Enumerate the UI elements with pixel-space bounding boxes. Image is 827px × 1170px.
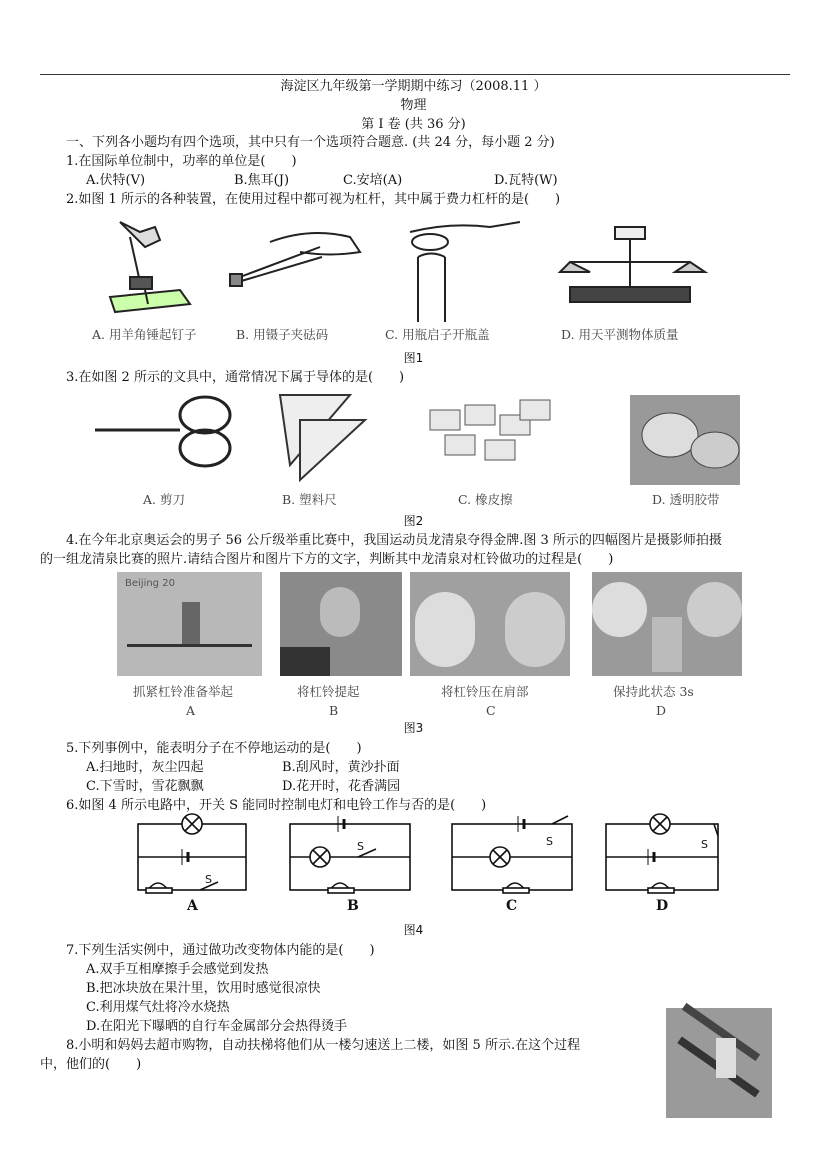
- beijing-logo-text: Beijing 20: [125, 578, 175, 589]
- q3-caption-a: A. 剪刀: [143, 492, 185, 507]
- q5-stem: 5.下列事例中，能表明分子在不停地运动的是( ): [66, 741, 362, 756]
- q4-caption-a: 抓紧杠铃准备举起: [133, 684, 234, 699]
- scissors-illustration: [95, 397, 230, 466]
- q4-letter-b: B: [329, 703, 339, 718]
- plastic-ruler-illustration: [280, 395, 365, 480]
- tweezers-illustration: [230, 233, 360, 286]
- balance-illustration: [560, 227, 705, 302]
- q3-stem: 3.在如图 2 所示的文具中，通常情况下属于导体的是( ): [66, 370, 405, 385]
- q4-letter-c: C: [486, 703, 496, 718]
- circuit-b-switch-label: S: [357, 840, 364, 853]
- volume-title: 第 I 卷 (共 36 分): [361, 117, 466, 132]
- circuit-d-letter: D: [656, 898, 669, 914]
- q7-option-d: D.在阳光下曝晒的自行车金属部分会热得烫手: [86, 1019, 348, 1034]
- q4-caption-b: 将杠铃提起: [297, 684, 360, 699]
- weightlifting-photo-b: [280, 572, 402, 676]
- q1-stem: 1.在国际单位制中，功率的单位是( ): [66, 154, 297, 169]
- q4-caption-c: 将杠铃压在肩部: [441, 684, 529, 699]
- header-rule: [40, 74, 790, 75]
- q6-stem: 6.如图 4 所示电路中，开关 S 能同时控制电灯和电铃工作与否的是( ): [66, 798, 487, 813]
- weightlifting-photo-a: [117, 572, 262, 676]
- figure1-images: [100, 212, 720, 332]
- circuit-b-letter: B: [347, 898, 359, 914]
- figure1-label: 图1: [403, 351, 424, 365]
- q7-stem: 7.下列生活实例中，通过做功改变物体内能的是( ): [66, 943, 375, 958]
- circuit-c: [452, 816, 572, 893]
- hammer-illustration: [110, 222, 190, 312]
- exam-title: 海淀区九年级第一学期期中练习（2008.11 ）: [280, 79, 547, 94]
- escalator-photo: [666, 1008, 772, 1118]
- section-instruction: 一、下列各小题均有四个选项，其中只有一个选项符合题意. (共 24 分，每小题 2 分): [66, 135, 555, 150]
- q7-option-a: A.双手互相摩擦手会感觉到发热: [86, 962, 269, 977]
- tape-illustration: [630, 395, 740, 485]
- bottle-opener-illustration: [410, 222, 520, 322]
- q7-option-c: C.利用煤气灶将冷水烧热: [86, 1000, 230, 1015]
- q7-option-b: B.把冰块放在果汁里，饮用时感觉很凉快: [86, 981, 321, 996]
- eraser-illustration: [430, 400, 550, 460]
- q5-option-c: C.下雪时，雪花飘飘: [86, 779, 204, 794]
- q1-option-d: D.瓦特(W): [494, 173, 558, 188]
- q2-caption-c: C. 用瓶启子开瓶盖: [385, 327, 490, 342]
- q5-option-a: A.扫地时，灰尘四起: [86, 760, 204, 775]
- figure2-images: [90, 390, 770, 490]
- circuit-a: [138, 814, 246, 893]
- q1-option-c: C.安培(A): [343, 173, 403, 188]
- q8-stem-line1: 8.小明和妈妈去超市购物，自动扶梯将他们从一楼匀速送上二楼，如图 5 所示.在这个过程: [66, 1038, 581, 1053]
- q1-option-b: B.焦耳(J): [234, 173, 290, 188]
- q5-option-b: B.刮风时，黄沙扑面: [282, 760, 400, 775]
- q4-stem-line2: 的一组龙清泉比赛的照片.请结合图片和图片下方的文字，判断其中龙清泉对杠铃做功的过程是( ): [40, 552, 614, 567]
- q3-caption-c: C. 橡皮擦: [458, 492, 513, 507]
- q2-stem: 2.如图 1 所示的各种装置，在使用过程中都可视为杠杆，其中属于费力杠杆的是( ): [66, 192, 561, 207]
- q2-caption-d: D. 用天平测物体质量: [561, 327, 679, 342]
- circuit-d: [606, 814, 718, 893]
- figure4-label: 图4: [403, 923, 424, 937]
- q1-option-a: A.伏特(V): [86, 173, 146, 188]
- q8-stem-line2: 中，他们的( ): [40, 1057, 142, 1072]
- circuit-d-switch-label: S: [701, 838, 708, 851]
- q5-option-d: D.花开时，花香满园: [282, 779, 401, 794]
- circuit-a-switch-label: S: [205, 873, 212, 886]
- subject-title: 物理: [400, 98, 427, 113]
- circuit-a-letter: A: [187, 898, 198, 914]
- q4-stem-line1: 4.在今年北京奥运会的男子 56 公斤级举重比赛中，我国运动员龙清泉夺得金牌.图 3 所示的四幅图片是摄影师拍摄: [66, 533, 722, 548]
- q2-caption-a: A. 用羊角锤起钉子: [92, 327, 197, 342]
- q3-caption-b: B. 塑料尺: [282, 492, 337, 507]
- circuit-c-switch-label: S: [546, 835, 553, 848]
- weightlifting-photo-d: [592, 572, 742, 676]
- q3-caption-d: D. 透明胶带: [652, 492, 720, 507]
- figure2-label: 图2: [403, 514, 424, 528]
- circuit-b: [290, 816, 410, 893]
- q2-caption-b: B. 用镊子夹砝码: [236, 327, 329, 342]
- circuit-c-letter: C: [506, 898, 518, 914]
- figure4-circuits: [130, 812, 750, 912]
- q4-letter-d: D: [656, 703, 667, 718]
- weightlifting-photo-c: [410, 572, 570, 676]
- q4-letter-a: A: [186, 703, 196, 718]
- q4-caption-d: 保持此状态 3s: [613, 684, 694, 699]
- figure3-label: 图3: [403, 721, 424, 735]
